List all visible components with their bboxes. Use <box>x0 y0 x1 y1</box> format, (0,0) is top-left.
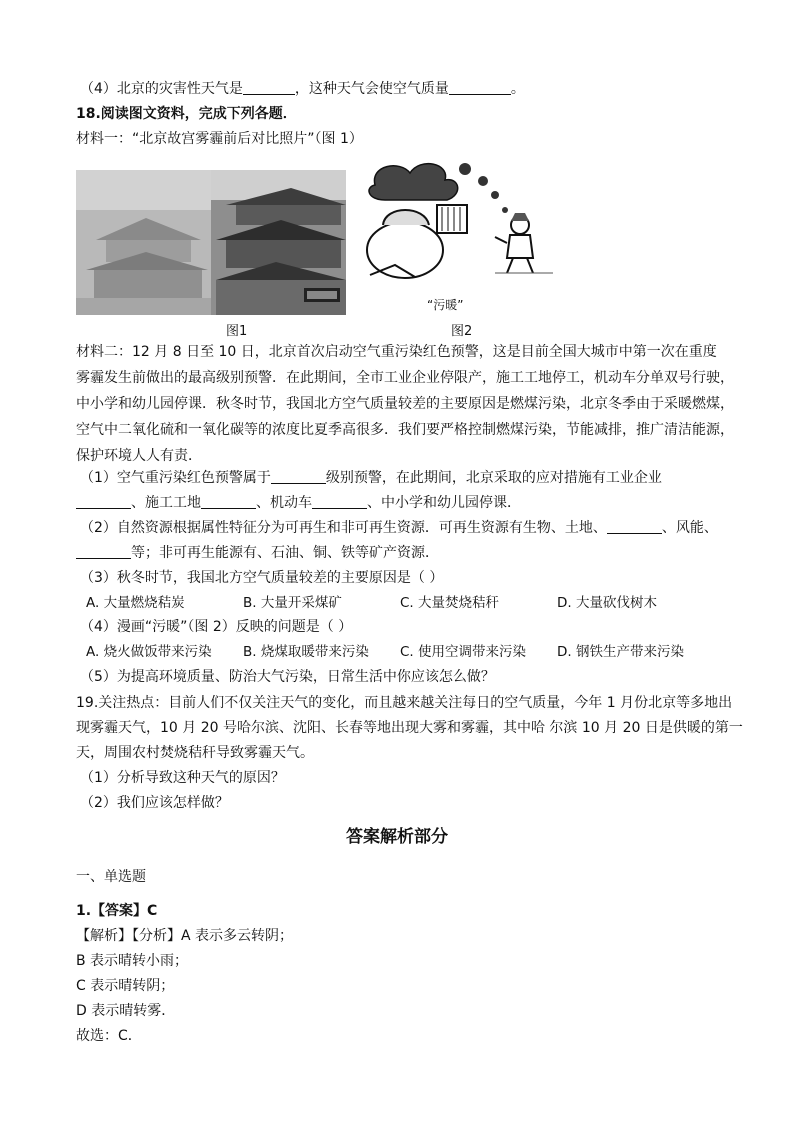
option-b: B. 大量开采煤矿 <box>243 595 342 611</box>
option-c: C. 大量焚烧秸秆 <box>400 595 500 611</box>
analysis-line: 故选：C． <box>76 1028 142 1044</box>
analysis-line: B 表示晴转小雨； <box>76 953 189 969</box>
answer-blank <box>271 469 326 484</box>
figure-2-caption: 图2 <box>451 324 473 339</box>
material2-line: 材料二：12 月 8 日至 10 日，北京首次启动空气重污染红色预警，这是目前全国大城市中第一次在重度 <box>76 344 717 360</box>
analysis-line: D 表示晴转雾． <box>76 1003 176 1019</box>
q19-sub1: （1）分析导致这种天气的原因？ <box>80 770 285 786</box>
material2-line: 保护环境人人有责． <box>76 448 202 464</box>
q18-title: 18.阅读图文资料，完成下列各题． <box>76 106 297 122</box>
option-a: A. 大量燃烧秸炭 <box>86 595 185 611</box>
answer-blank <box>449 80 511 95</box>
q17-sub4: （4）北京的灾害性天气是 ，这种天气会使空气质量 。 <box>80 81 525 97</box>
q18-sub1-line1: （1）空气重污染红色预警属于 级别预警，在此期间，北京采取的应对措施有工业企业 <box>80 470 662 486</box>
q19-text-line: 现雾霾天气，10 月 20 号哈尔滨、沈阳、长春等地出现大雾和雾霾，其中哈 尔滨 10 月 20 日是供暖的第一 <box>76 720 743 736</box>
option-d: D. 大量砍伐树木 <box>557 595 657 611</box>
answer-blank <box>607 519 662 534</box>
q18-sub5: （5）为提高环境质量、防治大气污染，日常生活中你应该怎么做？ <box>80 669 495 685</box>
analysis-line: C 表示晴转阴； <box>76 978 175 994</box>
option-d: D. 钢铁生产带来污染 <box>557 644 684 660</box>
q18-sub2-line2: 等；非可再生能源有、石油、铜、铁等矿产资源． <box>76 544 439 562</box>
q19-text-line: 19.关注热点：目前人们不仅关注天气的变化，而且越来越关注每日的空气质量，今年 1 月份北京等多地出 <box>76 695 733 711</box>
answer-1: 1.【答案】C <box>76 903 158 919</box>
answer-blank <box>312 494 367 509</box>
answer-blank <box>76 544 131 559</box>
answer-section-heading: 答案解析部分 <box>346 827 448 847</box>
option-b: B. 烧煤取暖带来污染 <box>243 644 369 660</box>
photo-image <box>76 170 346 315</box>
figure-1-forbidden-city-photo <box>76 170 346 315</box>
answer-blank <box>201 494 256 509</box>
q18-material1: 材料一：“北京故宫雾霾前后对比照片”（图 1） <box>76 131 363 147</box>
material2-line: 空气中二氧化硫和一氧化碳等的浓度比夏季高很多．我们要严格控制燃煤污染，节能减排，推广清洁能源， <box>76 422 734 438</box>
q18-sub1-line2: 、施工工地 、机动车 、中小学和幼儿园停课． <box>76 494 521 512</box>
figure-1-caption: 图1 <box>226 324 248 339</box>
option-a: A. 烧火做饭带来污染 <box>86 644 212 660</box>
answer-blank <box>243 80 295 95</box>
q19-text-line: 天，周围农村焚烧秸秆导致雾霾天气。 <box>76 745 314 761</box>
analysis-line: 【解析】【分析】A 表示多云转阴； <box>76 928 294 944</box>
cartoon-image <box>355 155 560 280</box>
option-c: C. 使用空调带来污染 <box>400 644 527 660</box>
cartoon-label: “污暖” <box>427 298 464 312</box>
q19-sub2: （2）我们应该怎样做？ <box>80 795 229 811</box>
material2-line: 中小学和幼儿园停课．秋冬时节，我国北方空气质量较差的主要原因是燃煤污染，北京冬季由于采暖燃煤， <box>76 396 734 412</box>
section-title: 一、单选题 <box>76 869 146 885</box>
figure-2-cartoon <box>355 155 560 315</box>
q18-sub2-line1: （2）自然资源根据属性特征分为可再生和非可再生资源．可再生资源有生物、土地、 、风能、 <box>80 520 718 536</box>
material2-line: 雾霾发生前做出的最高级别预警．在此期间，全市工业企业停限产，施工工地停工，机动车分单双号行驶， <box>76 370 734 386</box>
q18-sub3: （3）秋冬时节，我国北方空气质量较差的主要原因是（ ） <box>80 570 444 586</box>
answer-blank <box>76 494 131 509</box>
q18-sub4: （4）漫画“污暖”（图 2）反映的问题是（ ） <box>80 619 353 635</box>
